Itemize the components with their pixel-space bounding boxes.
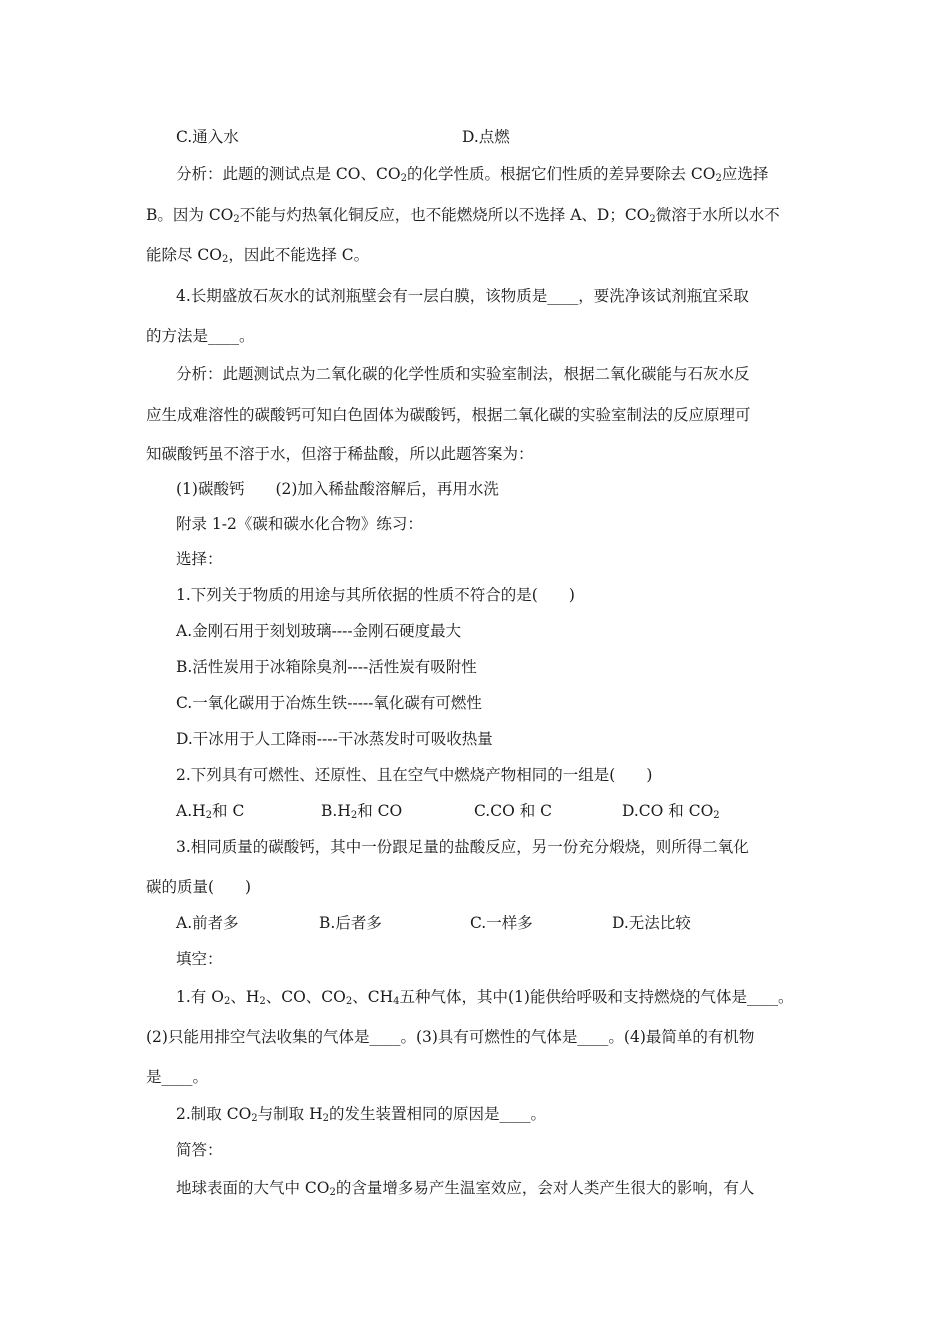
mc3-option-a: A.前者多: [176, 914, 239, 932]
section-fill-heading: 填空：: [176, 950, 223, 968]
analysis-1-line-3: 能除尽 $CO_2$，因此不能选择 C。: [146, 246, 370, 265]
short-answer-line-1: 地球表面的大气中 $CO_2$的含量增多易产生温室效应，会对人类产生很大的影响，有人: [176, 1179, 755, 1198]
analysis-2-answer: (1)碳酸钙 (2)加入稀盐酸溶解后，再用水洗: [176, 480, 499, 498]
mc1-option-b: B.活性炭用于冰箱除臭剂----活性炭有吸附性: [176, 658, 477, 676]
mc3-stem-line-1: 3.相同质量的碳酸钙，其中一份跟足量的盐酸反应，另一份充分煅烧，则所得二氧化: [176, 838, 749, 856]
fill1-line-1: 1.有 $O_2$、$H_2$、CO、$CO_2$、$CH_4$五种气体，其中(1)能供给呼吸和支持燃烧的气体是____。: [176, 988, 794, 1007]
mc1-stem: 1.下列关于物质的用途与其所依据的性质不符合的是( ): [176, 586, 575, 604]
fill2: 2.制取 $CO_2$与制取 $H_2$的发生装置相同的原因是____。: [176, 1105, 547, 1124]
analysis-1-line-2: B。因为 $CO_2$不能与灼热氧化铜反应，也不能燃烧所以不选择 A、D；$CO_2$微溶于水所以水不: [146, 206, 780, 225]
appendix-title: 附录 1-2《碳和碳水化合物》练习：: [176, 515, 423, 533]
mc2-stem: 2.下列具有可燃性、还原性、且在空气中燃烧产物相同的一组是( ): [176, 766, 653, 784]
mc2-option-b: $B.H_2$和 CO: [321, 802, 403, 821]
analysis-2-line-1: 分析：此题测试点为二氧化碳的化学性质和实验室制法，根据二氧化碳能与石灰水反: [176, 365, 750, 383]
mc2-option-a: $A.H_2$和 C: [176, 802, 245, 821]
mc3-stem-line-2: 碳的质量( ): [146, 878, 252, 896]
mc3-option-d: D.无法比较: [612, 914, 691, 932]
mc3-option-b: B.后者多: [319, 914, 382, 932]
option-d: D.点燃: [462, 128, 510, 146]
section-short-heading: 简答：: [176, 1141, 223, 1159]
section-choice-heading: 选择：: [176, 550, 223, 568]
question-4-line-1: 4.长期盛放石灰水的试剂瓶壁会有一层白膜，该物质是____，要洗净该试剂瓶宜采取: [176, 287, 749, 305]
mc2-option-c: C.CO 和 C: [474, 802, 553, 820]
analysis-2-line-2: 应生成难溶性的碳酸钙可知白色固体为碳酸钙，根据二氧化碳的实验室制法的反应原理可: [146, 406, 751, 424]
fill1-line-2: (2)只能用排空气法收集的气体是____。(3)具有可燃性的气体是____。(4)最简单的有机物: [146, 1028, 755, 1046]
mc1-option-c: C.一氧化碳用于冶炼生铁-----氧化碳有可燃性: [176, 694, 482, 712]
mc3-option-c: C.一样多: [470, 914, 533, 932]
option-c: C.通入水: [176, 128, 239, 146]
analysis-1-line-1: 分析：此题的测试点是 CO、$CO_2$的化学性质。根据它们性质的差异要除去 $CO_2$应选择: [176, 165, 769, 184]
analysis-2-line-3: 知碳酸钙虽不溶于水，但溶于稀盐酸，所以此题答案为：: [146, 445, 534, 463]
mc2-option-d: D.CO 和 $CO_2$: [622, 802, 720, 821]
mc1-option-a: A.金刚石用于刻划玻璃----金刚石硬度最大: [176, 622, 462, 640]
question-4-line-2: 的方法是____。: [146, 327, 255, 345]
fill1-line-3: 是____。: [146, 1068, 209, 1086]
mc1-option-d: D.干冰用于人工降雨----干冰蒸发时可吸收热量: [176, 730, 493, 748]
